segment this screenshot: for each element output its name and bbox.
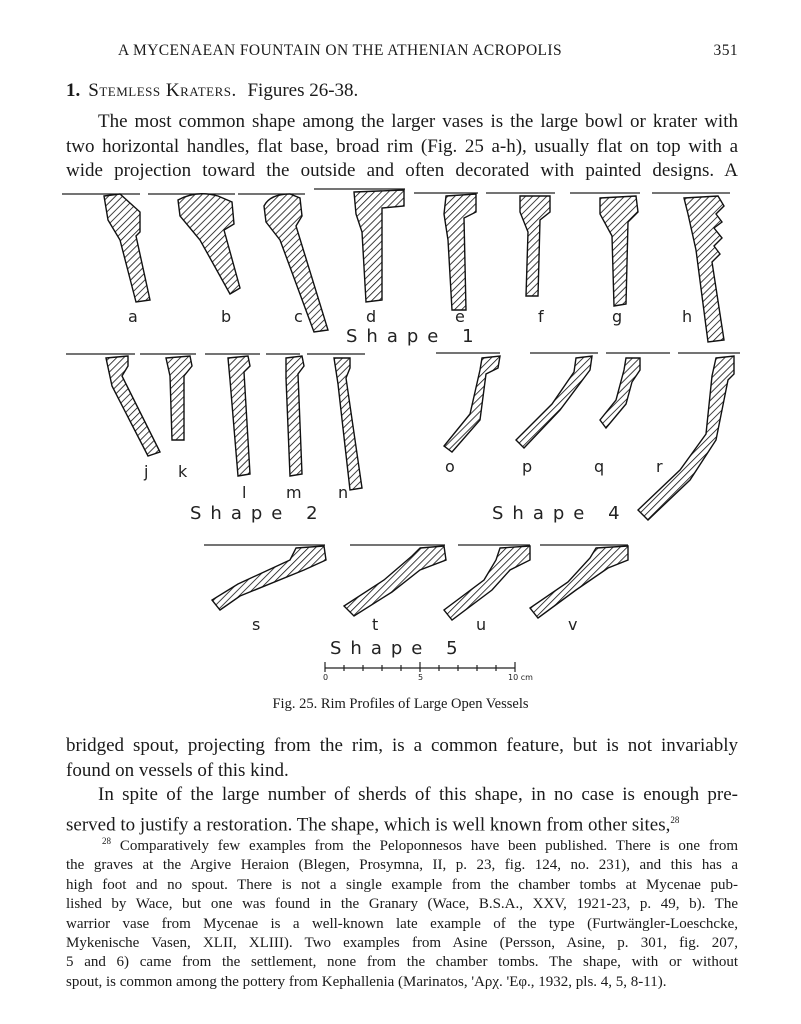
paragraph-2	[66, 734, 738, 783]
profile-label-q: q	[594, 457, 605, 476]
profile-l	[228, 356, 250, 476]
footnote-marker: 28	[102, 836, 111, 846]
profile-s	[212, 546, 326, 610]
profile-j	[106, 356, 160, 456]
profile-m	[286, 356, 304, 476]
shape-2-label: Shape 2	[190, 503, 327, 524]
running-title: A MYCENAEAN FOUNTAIN ON THE ATHENIAN ACROPOLIS	[118, 42, 562, 59]
profile-label-t: t	[372, 615, 379, 634]
profile-a	[104, 194, 150, 302]
profile-label-a: a	[128, 307, 138, 326]
scale-label-10: 10 cm	[508, 673, 533, 682]
section-heading	[66, 80, 358, 102]
shape-1-label: Shape 1	[346, 326, 483, 347]
profile-label-r: r	[656, 457, 663, 476]
scale-label-5: 5	[418, 673, 424, 682]
rim-lines-row2	[66, 353, 740, 354]
footnote-line: spout, is common among the pottery from Kephallenia (Marinatos, 'Αρχ. 'Εφ., 1932, pls. 4, 5, 8-11).	[66, 973, 667, 990]
text-line: bridged spout, projecting from the rim, is a common feature, but is not invariably	[66, 735, 738, 756]
profile-o	[444, 356, 500, 452]
profile-label-l: l	[242, 483, 247, 502]
profile-label-j: j	[144, 462, 149, 481]
section-number: 1.	[66, 80, 81, 101]
profile-t	[344, 546, 446, 616]
page-number: 351	[713, 42, 738, 59]
profile-label-m: m	[286, 483, 302, 502]
paragraph-1	[66, 110, 738, 184]
footnote-28	[66, 832, 738, 992]
section-figures-ref: Figures 26-38.	[247, 80, 359, 101]
footnote-line: 5 and 6) came from the settlement, none from the chamber tombs. The shape, with or without	[66, 954, 738, 971]
footnote-line-1	[66, 832, 738, 856]
footnote-line: high foot and no spout. There is not a single example from the chamber tombs at Mycenae pub-	[66, 876, 738, 893]
profile-label-f: f	[538, 307, 544, 326]
footnote-line: the graves at the Argive Heraion (Blegen, Prosymna, II, p. 23, fig. 124, no. 231), and this has a	[66, 857, 738, 874]
footnote-ref[interactable]: 28	[670, 814, 680, 825]
profile-g	[600, 196, 638, 306]
profile-label-s: s	[252, 615, 261, 634]
paragraph-3	[66, 783, 738, 837]
profile-label-u: u	[476, 615, 487, 634]
profile-n	[334, 358, 362, 490]
text-line: found on vessels of this kind.	[66, 759, 289, 781]
profile-label-h: h	[682, 307, 693, 326]
profile-k	[166, 356, 192, 440]
figure-rim-profiles	[55, 182, 755, 682]
profile-label-o: o	[445, 457, 455, 476]
profile-label-k: k	[178, 462, 188, 481]
scale-label-0: 0	[323, 673, 329, 682]
profile-label-g: g	[612, 307, 623, 326]
profile-u	[444, 546, 530, 620]
profile-label-d: d	[366, 307, 377, 326]
footnote-line: Mykenische Vasen, XLII, XLIII). Two examples from Asine (Persson, Asine, p. 301, fig. 207,	[66, 935, 738, 952]
section-title: Stemless Kraters.	[88, 80, 237, 101]
profile-label-e: e	[455, 307, 465, 326]
text-line: wide projection toward the outside and often decorated with painted designs. A	[66, 160, 738, 181]
shape-4-label: Shape 4	[492, 503, 629, 524]
footnote-line: lished by Wace, but one was found in the Granary (Wace, B.S.A., XXV, 1921-23, p. 49, b). The	[66, 896, 738, 913]
profile-label-c: c	[294, 307, 303, 326]
text-line: The most common shape among the larger vases is the large bowl or krater with	[98, 111, 738, 132]
shape-5-label: Shape 5	[330, 638, 467, 659]
scale-bar	[325, 662, 515, 672]
text-line: In spite of the large number of sherds of this shape, in no case is enough pre-	[98, 784, 738, 805]
text-line: Comparatively few examples from the Peloponnesos have been published. There is one from	[119, 838, 738, 854]
profile-r	[638, 356, 734, 520]
profile-q	[600, 358, 640, 428]
footnote-line: warrior vase from Mycenae is a well-known late example of the type (Furtwängler-Loeschcke,	[66, 915, 738, 932]
profile-label-n: n	[338, 483, 349, 502]
profile-b	[178, 194, 240, 294]
profile-label-v: v	[568, 615, 578, 634]
profile-p	[516, 356, 592, 448]
profile-e	[444, 194, 476, 310]
profile-d	[354, 190, 404, 302]
text-line: served to justify a restoration. The shape, which is well known from other sites,	[66, 813, 671, 835]
profile-label-b: b	[221, 307, 232, 326]
figure-caption: Fig. 25. Rim Profiles of Large Open Vessels	[272, 696, 529, 712]
profile-f	[520, 196, 550, 296]
profile-v	[530, 546, 628, 618]
text-line: two horizontal handles, flat base, broad rim (Fig. 25 a-h), usually flat on top with a	[66, 135, 738, 157]
profile-label-p: p	[522, 457, 533, 476]
